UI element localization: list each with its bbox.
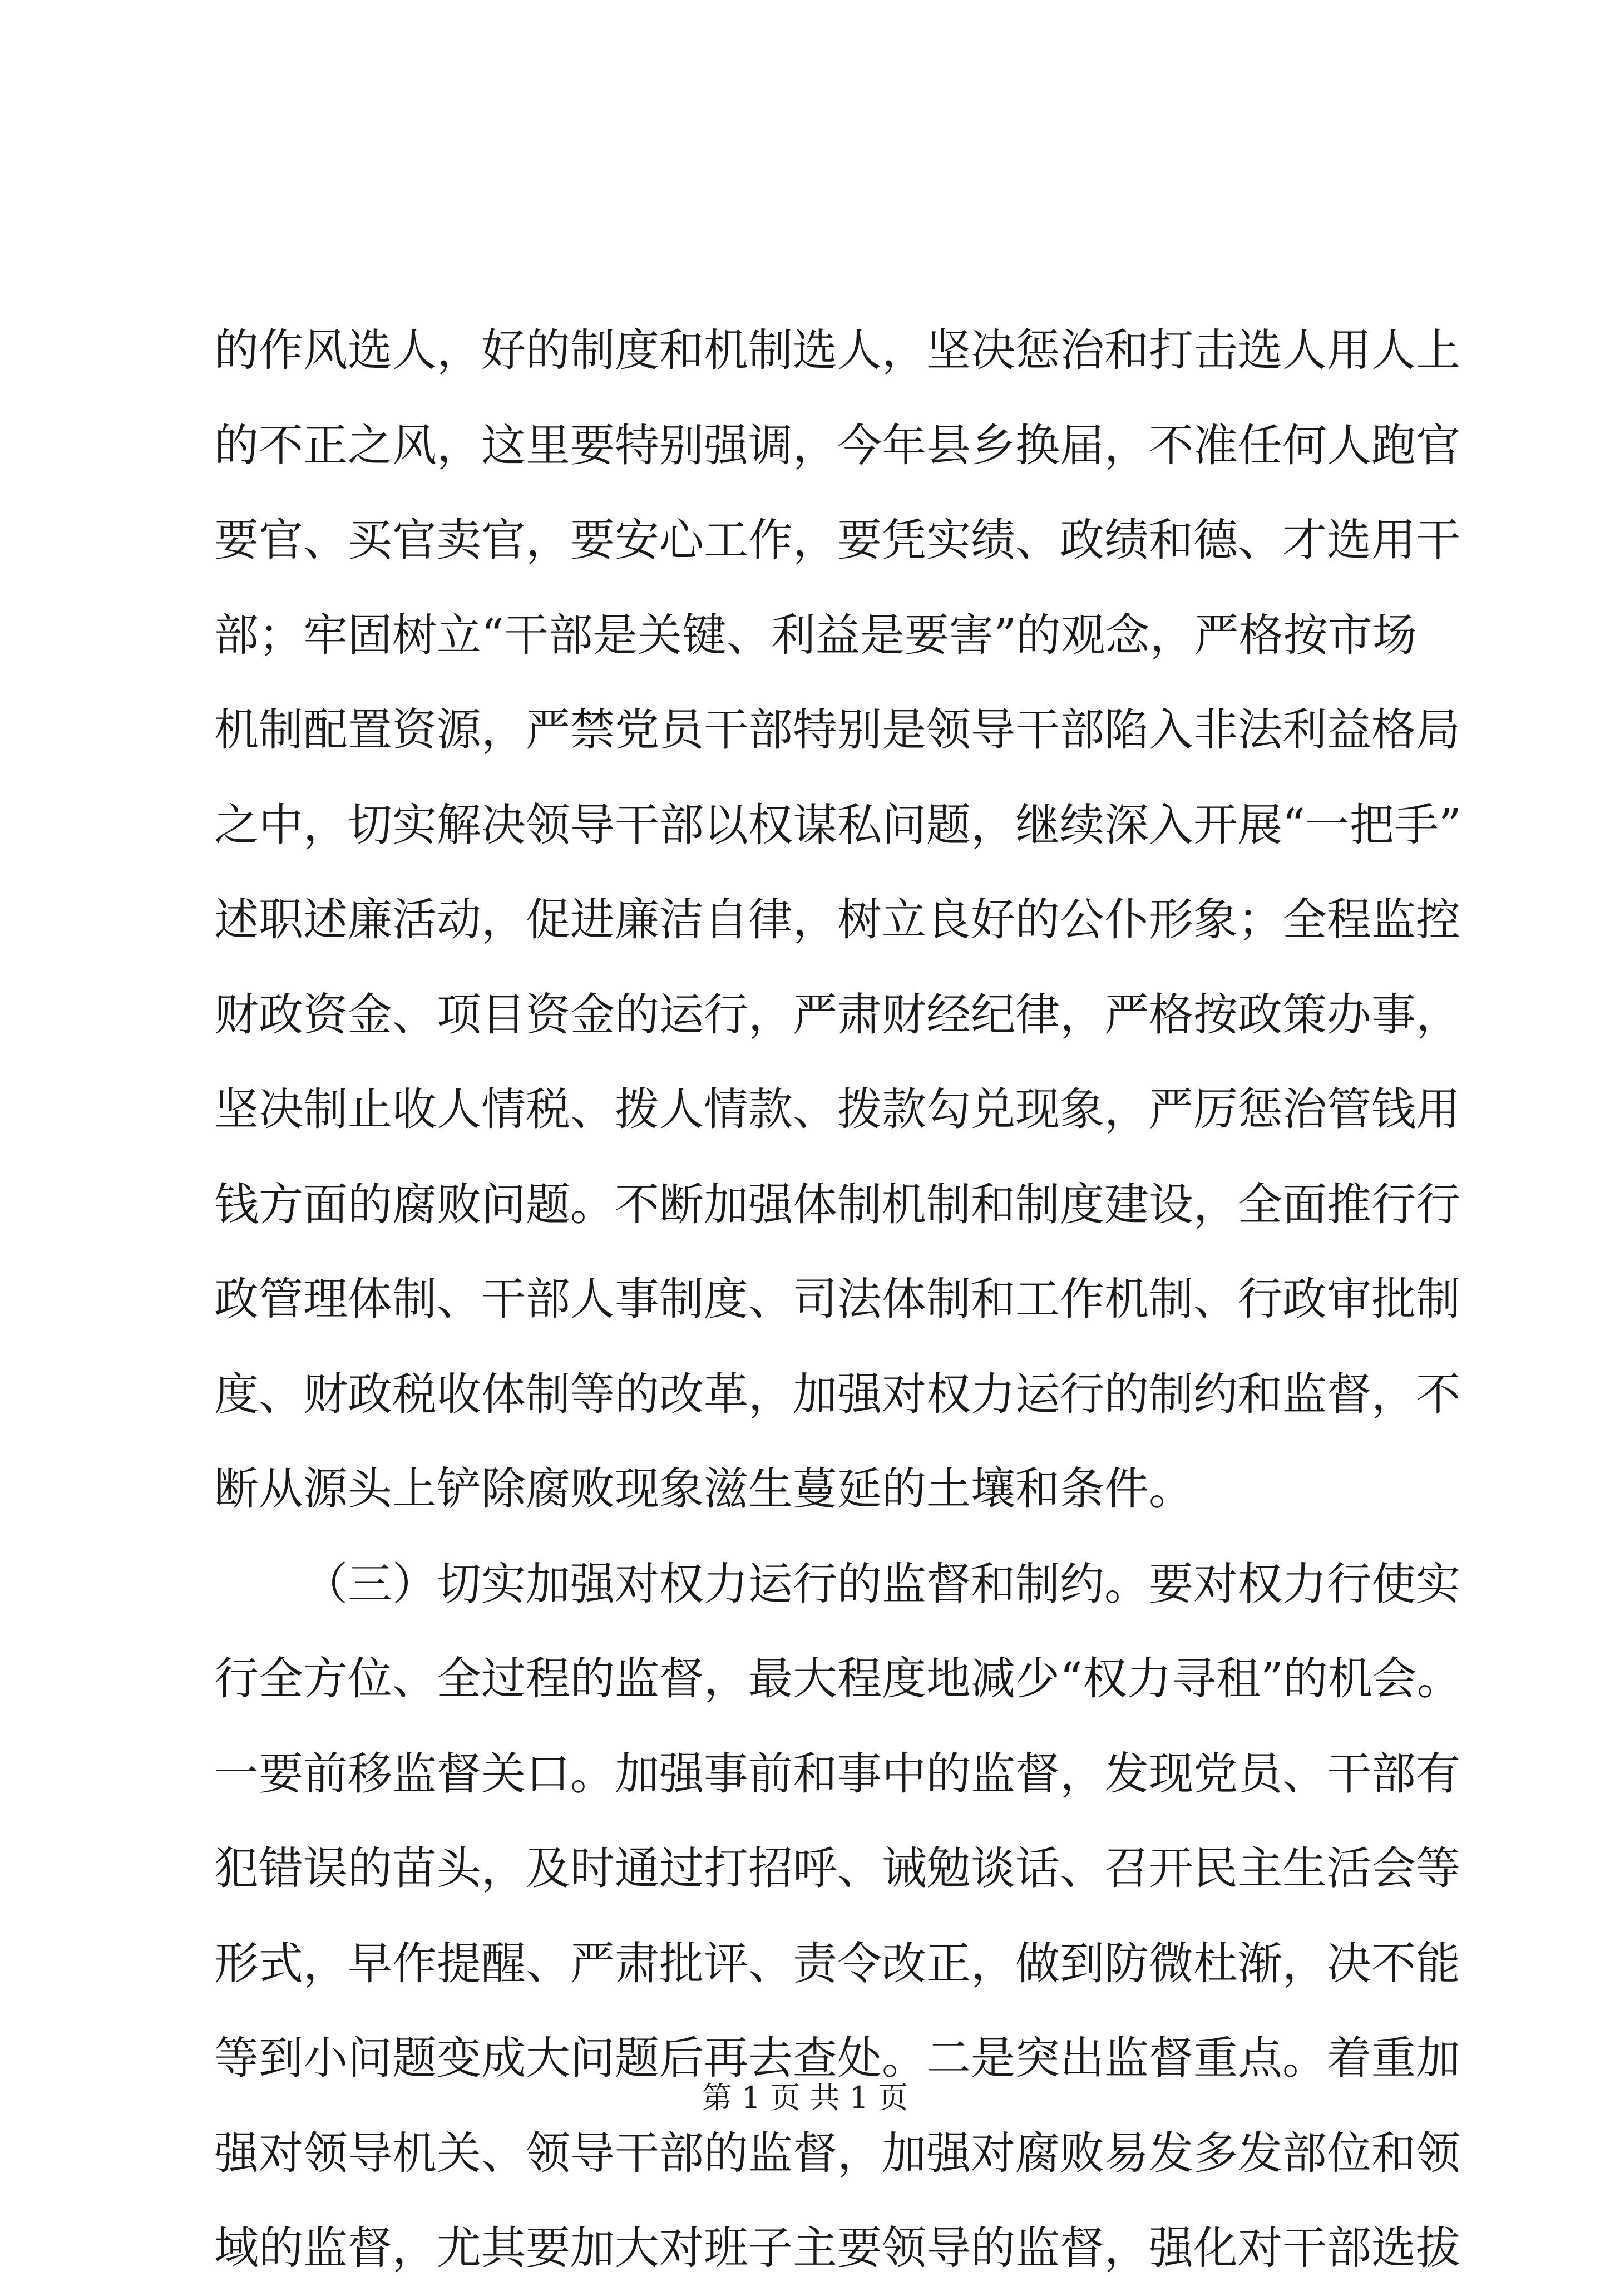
text-line: 机制配置资源，严禁党员干部特别是领导干部陷入非法利益格局 — [214, 704, 1460, 756]
text-line: 钱方面的腐败问题。不断加强体制机制和制度建设，全面推行行 — [214, 1178, 1460, 1230]
text-line: 的作风选人，好的制度和机制选人，坚决惩治和打击选人用人上 — [214, 324, 1460, 376]
text-line: 财政资金、项目资金的运行，严肃财经纪律，严格按政策办事， — [214, 988, 1460, 1041]
paragraph-end-line: 断从源头上铲除腐败现象滋生蔓延的土壤和条件。 — [214, 1463, 1193, 1515]
text-line: 域的监督，尤其要加大对班子主要领导的监督，强化对干部选拔 — [214, 2222, 1460, 2274]
text-line: 述职述廉活动，促进廉洁自律，树立良好的公仆形象；全程监控 — [214, 894, 1460, 945]
section-heading-line: （三）切实加强对权力运行的监督和制约。要对权力行使实 — [303, 1558, 1460, 1610]
text-line: 之中，切实解决领导干部以权谋私问题，继续深入开展“一把手” — [214, 799, 1461, 851]
text-line: 度、财政税收体制等的改革，加强对权力运行的制约和监督，不 — [214, 1368, 1460, 1420]
body-text — [214, 303, 1461, 2296]
text-line: 一要前移监督关口。加强事前和事中的监督，发现党员、干部有 — [214, 1747, 1460, 1800]
text-line: 要官、买官卖官，要安心工作，要凭实绩、政绩和德、才选用干 — [214, 514, 1460, 566]
text-line: 犯错误的苗头，及时通过打招呼、诫勉谈话、召开民主生活会等 — [214, 1842, 1460, 1894]
text-line: 等到小问题变成大问题后再去查处。二是突出监督重点。着重加 — [214, 2032, 1460, 2084]
page-number-footer: 第 1 页 共 1 页 — [702, 2080, 908, 2115]
text-line: 的不正之风，这里要特别强调，今年县乡换届，不准任何人跑官 — [214, 419, 1460, 471]
text-line: 政管理体制、干部人事制度、司法体制和工作机制、行政审批制 — [214, 1273, 1460, 1325]
text-line: 坚决制止收人情税、拨人情款、拨款勾兑现象，严厉惩治管钱用 — [214, 1083, 1460, 1135]
text-line: 形式，早作提醒、严肃批评、责令改正，做到防微杜渐，决不能 — [214, 1937, 1460, 1989]
text-line: 行全方位、全过程的监督，最大程度地减少“权力寻租”的机会。 — [214, 1653, 1461, 1704]
text-line: 部；牢固树立“干部是关键、利益是要害”的观念，严格按市场 — [214, 609, 1417, 661]
text-line: 强对领导机关、领导干部的监督，加强对腐败易发多发部位和领 — [214, 2127, 1460, 2179]
